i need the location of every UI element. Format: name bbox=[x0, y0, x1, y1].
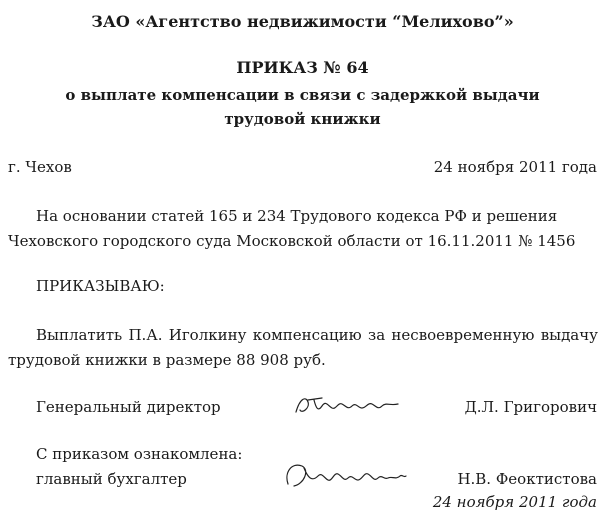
order-title: ПРИКАЗ № 64 bbox=[236, 58, 369, 77]
order-date: 24 ноября 2011 года bbox=[433, 158, 597, 176]
acknowledgement-date: 24 ноября 2011 года bbox=[432, 493, 597, 511]
order-subject-line1: о выплате компенсации в связи с задержкой выдачи bbox=[65, 86, 540, 104]
order-subject-line2: трудовой книжки bbox=[224, 110, 381, 128]
basis-paragraph: На основании статей 165 и 234 Трудового кодекса РФ и решения Чеховского городского суда Московской области от 16.11.2011 № 1456 bbox=[8, 207, 576, 250]
accountant-name: Н.В. Феоктистова bbox=[457, 470, 597, 488]
city: г. Чехов bbox=[8, 158, 72, 176]
order-keyword: ПРИКАЗЫВАЮ: bbox=[36, 277, 165, 295]
chief-accountant-title: главный бухгалтер bbox=[36, 470, 187, 488]
director-signature bbox=[292, 392, 402, 420]
director-title: Генеральный директор bbox=[36, 398, 221, 416]
director-name: Д.Л. Григорович bbox=[464, 398, 597, 416]
acknowledgement-label: С приказом ознакомлена: bbox=[36, 445, 243, 463]
organization-name: ЗАО «Агентство недвижимости “Мелихово”» bbox=[91, 12, 514, 31]
accountant-signature bbox=[282, 458, 410, 494]
payout-paragraph: Выплатить П.А. Иголкину компенсацию за несвоевременную выдачу трудовой книжки в размере 88 908 руб. bbox=[8, 326, 598, 369]
